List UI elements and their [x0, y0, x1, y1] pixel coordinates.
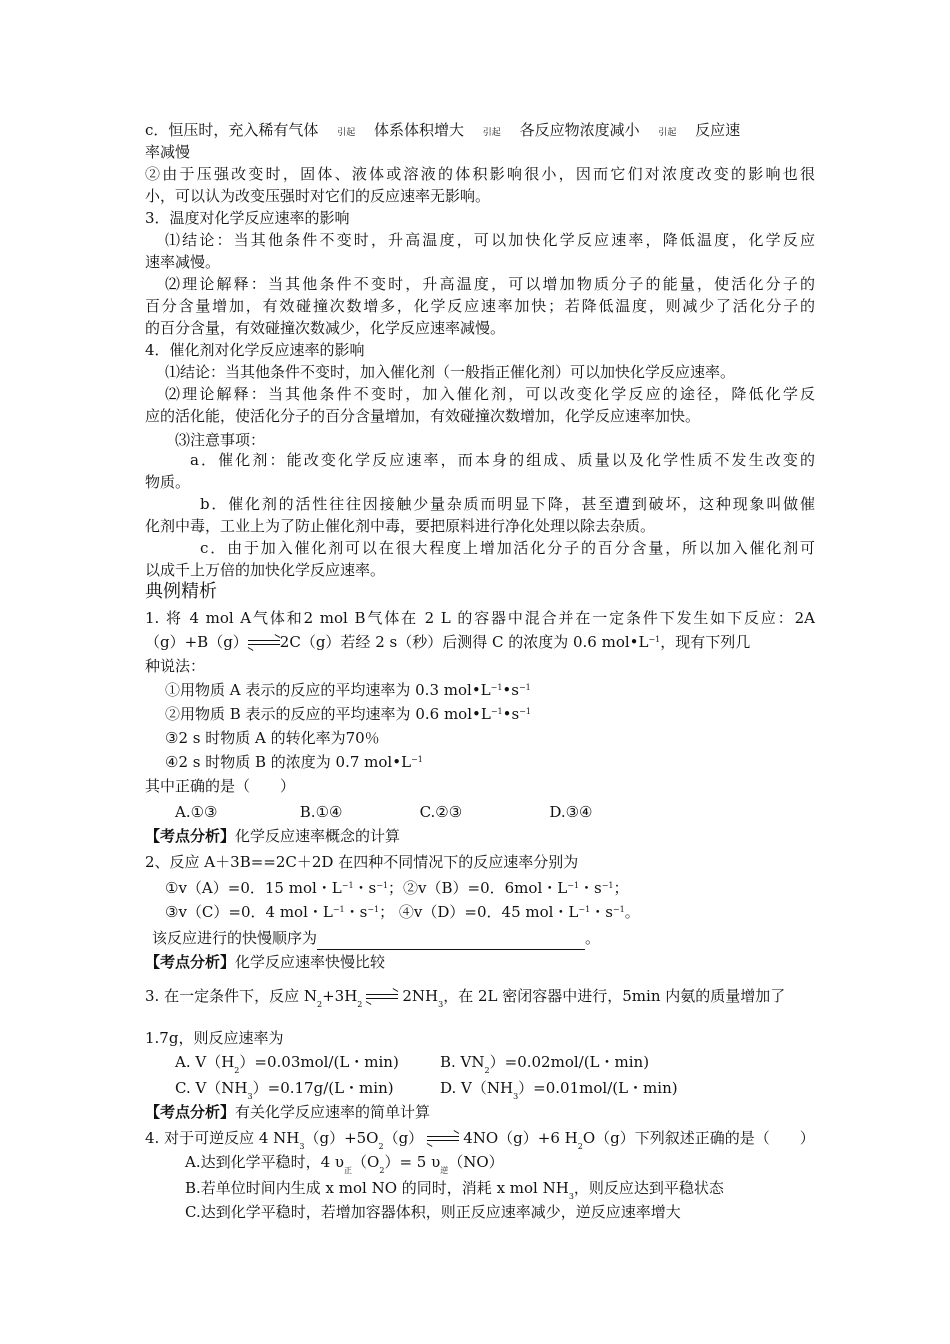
text-line: ⑵理论解释：当其他条件不变时，升高温度，可以增加物质分子的能量，使活化分子的	[165, 275, 815, 293]
analysis-text: 化学反应速率概念的计算	[235, 827, 401, 845]
text-span: ）= 5 υ	[384, 1153, 441, 1171]
text-line: 物质。	[145, 473, 191, 491]
subscript: 3	[247, 1092, 253, 1101]
text-span: ①v（A）=0．15 mol・L	[165, 879, 342, 897]
question-3-line	[145, 984, 815, 1011]
text-span: D. V（NH	[440, 1079, 514, 1097]
text-span: ②用物质 B 表示的反应的平均速率为 0.6 mol•L	[165, 705, 491, 723]
arrow-label: 引起	[482, 128, 501, 138]
superscript: −1	[612, 905, 625, 914]
text-span: ・s	[344, 903, 368, 921]
question-4-line	[145, 1126, 815, 1153]
text-line: 小，可以认为改变压强时对它们的反应速率无影响。	[145, 187, 491, 205]
superscript: −1	[490, 683, 503, 692]
line-segment: 反应速	[695, 121, 741, 139]
analysis-line	[145, 1100, 815, 1124]
option-c[interactable]: C.②③	[419, 803, 463, 821]
subscript: 2	[484, 1066, 490, 1075]
subscript: 正	[344, 1166, 353, 1175]
text-span: ；②v（B）=0．6mol・L	[388, 879, 568, 897]
text-span: 3. 在一定条件下，反应 N	[145, 987, 317, 1005]
question-1-line: 种说法：	[145, 657, 206, 675]
text-span: ③v（C）=0．4 mol・L	[165, 903, 333, 921]
option-a[interactable]: A.①③	[175, 803, 218, 821]
q4-option-c[interactable]: C.达到化学平稳时，若增加容器体积，则正反应速率减少，逆反应速率增大	[185, 1203, 681, 1221]
line-segment: 体系体积增大	[373, 121, 464, 139]
line-segment: 各反应物浓度减小	[519, 121, 640, 139]
answer-blank[interactable]	[317, 935, 585, 950]
text-line: ②由于压强改变时，固体、液体或溶液的体积影响很小，因而它们对浓度改变的影响也很	[145, 165, 815, 183]
question-3-line: 1.7g，则反应速率为	[145, 1029, 284, 1047]
superscript: −1	[411, 755, 423, 764]
superscript: −1	[567, 881, 579, 890]
superscript: −1	[578, 905, 591, 914]
text-line: b．催化剂的活性往往因接触少量杂质而明显下降，甚至遭到破坏，这种现象叫做催	[200, 495, 815, 513]
superscript: −1	[519, 707, 531, 716]
text-span: （g）+5O	[304, 1129, 379, 1147]
superscript: −1	[601, 881, 614, 890]
question-1-line: 1. 将 4 mol A气体和2 mol B气体在 2 L 的容器中混合并在一定条件下发生如下反应：2A	[145, 609, 815, 627]
option-d[interactable]	[440, 1076, 678, 1103]
q1-statement-2	[165, 702, 815, 729]
text-line: 的百分含量，有效碰撞次数减少，化学反应速率减慢。	[145, 319, 506, 337]
text-span: O（g）下列叙述正确的是（ ）	[582, 1129, 815, 1147]
superscript: −1	[376, 881, 389, 890]
text-span: （g）	[383, 1129, 424, 1147]
text-line: 化剂中毒，工业上为了防止催化剂中毒，要把原料进行净化处理以除去杂质。	[145, 517, 656, 535]
text-span: 该反应进行的快慢顺序为	[152, 929, 318, 947]
q2-prompt	[152, 926, 822, 950]
line-segment: c．恒压时，充入稀有气体	[145, 121, 319, 139]
text-span: 。	[585, 929, 601, 947]
text-line: a．催化剂：能改变化学反应速率，而本身的组成、质量以及化学性质不发生改变的	[190, 451, 815, 469]
text-span: ； ④v（D）=0．45 mol・L	[379, 903, 579, 921]
question-1-line	[145, 630, 815, 657]
option-c[interactable]	[175, 1076, 440, 1103]
q3-options-row-2	[175, 1076, 845, 1103]
text-span: ①用物质 A 表示的反应的平均速率为 0.3 mol•L	[165, 681, 491, 699]
text-span: （NO）	[448, 1153, 504, 1171]
analysis-line	[145, 824, 815, 848]
text-span: A. V（H	[175, 1053, 235, 1071]
q3-options-row-1	[175, 1050, 845, 1077]
text-line: 率减慢	[145, 143, 191, 161]
text-span: ）=0.02mol/(L・min)	[489, 1053, 650, 1071]
text-span: B. VN	[440, 1053, 485, 1071]
analysis-line	[145, 950, 815, 974]
subscript: 2	[379, 1166, 385, 1175]
q4-option-b[interactable]	[185, 1176, 855, 1203]
superscript: −1	[648, 635, 661, 644]
section-title: 典例精析	[145, 581, 217, 602]
text-span: ）=0.17g/(L・min)	[252, 1079, 394, 1097]
text-span: +3H	[322, 987, 358, 1005]
text-span: ；	[613, 879, 629, 897]
superscript: −1	[341, 881, 354, 890]
analysis-tag: 【考点分析】	[145, 953, 236, 971]
text-line: ⑴结论：当其他条件不变时，加入催化剂（一般指正催化剂）可以加快化学反应速率。	[165, 363, 736, 381]
q2-rates-2	[165, 900, 815, 927]
text-span: ，则反应达到平稳状态	[573, 1179, 724, 1197]
subscript: 逆	[440, 1166, 449, 1175]
text-span: •s	[502, 705, 520, 723]
equilibrium-arrow-icon	[366, 992, 398, 1002]
text-span: ）=0.03mol/(L・min)	[239, 1053, 399, 1071]
text-span: 2NH	[402, 987, 439, 1005]
q4-option-a[interactable]	[185, 1150, 855, 1177]
section-heading: 3．温度对化学反应速率的影响	[145, 209, 350, 227]
text-line: ⑶注意事项：	[175, 431, 266, 449]
text-span: 4NO（g）+6 H	[463, 1129, 578, 1147]
text-span: ，在 2L 密闭容器中进行，5min 内氨的质量增加了	[443, 987, 786, 1005]
arrow-label: 引起	[658, 128, 677, 138]
subscript: 3	[299, 1142, 305, 1151]
text-span: 4. 对于可逆反应 4 NH	[145, 1129, 300, 1147]
subscript: 2	[378, 1142, 384, 1151]
text-line: 以成千上万倍的加快化学反应速率。	[145, 561, 386, 579]
q1-statement-3: ③2 s 时物质 A 的转化率为70％	[165, 729, 380, 747]
analysis-text: 有关化学反应速率的简单计算	[235, 1103, 431, 1121]
text-span: ・s	[353, 879, 377, 897]
superscript: −1	[518, 683, 531, 692]
option-a[interactable]	[175, 1050, 440, 1077]
text-span: ④2 s 时物质 B 的浓度为 0.7 mol•L	[165, 753, 412, 771]
question-prompt: 其中正确的是（ ）	[145, 777, 296, 795]
text-span: ・s	[590, 903, 613, 921]
q2-rates-1	[165, 876, 815, 903]
text-span: ，现有下列几	[660, 633, 751, 651]
subscript: 2	[577, 1142, 583, 1151]
subscript: 2	[316, 1000, 323, 1009]
text-line: ⑵理论解释：当其他条件不变时，加入催化剂，可以改变化学反应的途径，降低化学反	[165, 385, 815, 403]
text-span: ・s	[579, 879, 602, 897]
text-line: c．由于加入催化剂可以在很大程度上增加活化分子的百分含量，所以加入催化剂可	[200, 539, 815, 557]
text-span: （g）+B（g）	[145, 633, 248, 651]
section-heading: 4．催化剂对化学反应速率的影响	[145, 341, 365, 359]
arrow-label: 引起	[337, 128, 356, 138]
subscript: 3	[568, 1192, 574, 1201]
answer-options	[175, 800, 845, 824]
subscript: 2	[357, 1000, 363, 1009]
text-line: 速率减慢。	[145, 253, 221, 271]
subscript: 3	[438, 1000, 444, 1009]
superscript: −1	[332, 905, 345, 914]
analysis-tag: 【考点分析】	[145, 827, 236, 845]
superscript: −1	[367, 905, 380, 914]
text-span: ）=0.01mol/(L・min)	[518, 1079, 678, 1097]
option-b[interactable]	[440, 1050, 649, 1077]
q1-statement-1	[165, 678, 815, 705]
text-span: C. V（NH	[175, 1079, 248, 1097]
subscript: 3	[513, 1092, 519, 1101]
analysis-tag: 【考点分析】	[145, 1103, 236, 1121]
option-b[interactable]: B.①④	[299, 803, 343, 821]
question-2-line: 2、反应 A＋3B==2C＋2D 在四种不同情况下的反应速率分别为	[145, 853, 579, 871]
text-line: ⑴结论：当其他条件不变时，升高温度，可以加快化学反应速率，降低温度，化学反应	[165, 231, 815, 249]
text-line: 百分含量增加，有效碰撞次数增多，化学反应速率加快；若降低温度，则减少了活化分子的	[145, 297, 815, 315]
equilibrium-arrow-icon	[248, 638, 280, 648]
option-d[interactable]: D.③④	[549, 803, 593, 821]
text-span: （O	[352, 1153, 380, 1171]
equilibrium-arrow-icon	[427, 1134, 459, 1144]
text-span: B.若单位时间内生成 x mol NO 的同时，消耗 x mol NH	[185, 1179, 569, 1197]
text-span: A.达到化学平稳时，4 υ	[185, 1153, 345, 1171]
q1-statement-4	[165, 750, 815, 777]
text-span: 。	[624, 903, 640, 921]
subscript: 2	[234, 1066, 240, 1075]
superscript: −1	[490, 707, 503, 716]
analysis-text: 化学反应速率快慢比较	[235, 953, 386, 971]
text-line: 应的活化能，使活化分子的百分含量增加，有效碰撞次数增加，化学反应速率加快。	[145, 407, 701, 425]
text-span: 2C（g）若经 2 s（秒）后测得 C 的浓度为 0.6 mol•L	[279, 633, 649, 651]
text-span: •s	[502, 681, 519, 699]
